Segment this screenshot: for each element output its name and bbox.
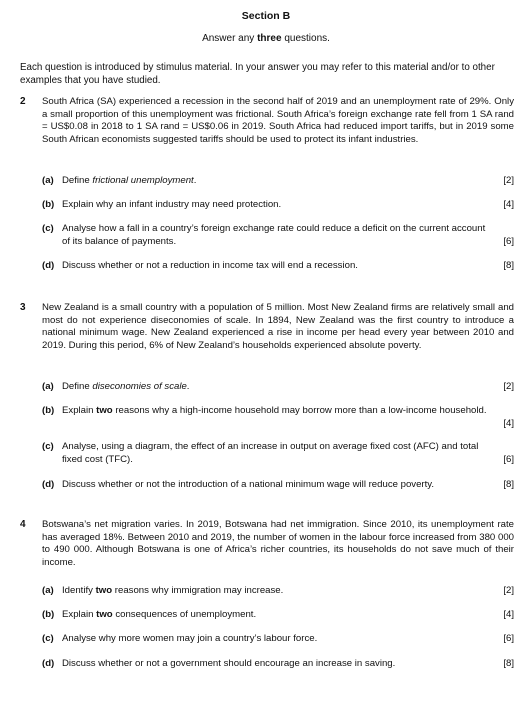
part-text — [62, 405, 492, 418]
part-label: (d) — [42, 260, 55, 271]
part-label: (c) — [42, 223, 54, 234]
part-mark: [4] — [503, 417, 514, 429]
part-text-post: . — [186, 381, 190, 392]
part-label: (c) — [42, 441, 54, 452]
part-text-pre: Define — [62, 381, 93, 392]
part-text-pre: Identify — [62, 585, 96, 596]
part-text-pre: Explain — [62, 609, 97, 620]
part-mark: [4] — [503, 199, 514, 210]
part-2c — [42, 223, 514, 248]
part-mark: [8] — [503, 658, 514, 669]
part-label: (a) — [42, 585, 54, 596]
part-mark: [6] — [503, 235, 514, 247]
part-mark: [8] — [503, 260, 514, 271]
part-label: (b) — [42, 405, 55, 416]
part-text-emphasis: two — [96, 405, 113, 416]
instruction-pre: Answer any — [202, 33, 258, 44]
question-4 — [20, 519, 514, 699]
part-mark: [2] — [503, 175, 514, 186]
question-3 — [20, 302, 514, 497]
stimulus-text: South Africa (SA) experienced a recession in the second half of 2019 and an unemployment rate of 29%. Only a small proportion of this unemployment was frictional. South Africa’s foreign exchange rate fell from 1 SA rand = US$0.08 in 2018 to 1 SA rand = US$0.06 in 2019. South Africa had reduced import tariffs, but in 2019 some South African economists suggested tariffs should be used to protect its infant industries. — [42, 96, 514, 145]
stimulus-text: New Zealand is a small country with a population of 5 million. Most New Zealand firms are relatively small and most do not experience diseconomies of scale. In 1894, New Zealand was the first country to introduce a national minimum wage. New Zealand experienced a rise in income per head every year between 2010 and 2019. During this period, 6% of New Zealand’s households experienced absolute poverty. — [42, 302, 514, 351]
stimulus-text: Botswana’s net migration varies. In 2019, Botswana had net immigration. Since 2010, its unemployment rate has averaged 18%. Between 2010 and 2019, the number of women in the labour force increased from 380 000 to 490 000. Although Botswana is one of Africa’s richer countries, its households do not save much of their income. — [42, 519, 514, 568]
part-text: Analyse how a fall in a country’s foreign exchange rate could reduce a deficit on the current account of its balance of payments. — [62, 223, 486, 247]
section-title: Section B — [241, 10, 291, 22]
part-mark: [6] — [503, 453, 514, 465]
part-text — [62, 609, 492, 622]
part-label: (b) — [42, 199, 55, 210]
question-number: 4 — [20, 519, 26, 530]
part-text-term: frictional unemployment — [92, 175, 194, 186]
part-text-post: reasons why a high-income household may borrow more than a low-income household. — [112, 405, 487, 416]
instruction-emphasis: three — [257, 33, 282, 44]
part-label: (a) — [42, 381, 54, 392]
part-text-post: consequences of unemployment. — [112, 609, 257, 620]
part-text-post: . — [193, 175, 197, 186]
part-label: (d) — [42, 658, 55, 669]
part-label: (d) — [42, 479, 55, 490]
question-number: 3 — [20, 302, 26, 313]
part-3c — [42, 441, 514, 466]
instruction — [0, 33, 532, 44]
part-text: Discuss whether or not a reduction in income tax will end a recession. — [62, 260, 358, 271]
part-3b — [42, 405, 514, 430]
part-text: Analyse why more women may join a country’s labour force. — [62, 633, 318, 644]
part-text-pre: Define — [62, 175, 93, 186]
part-text-emphasis: two — [95, 585, 113, 596]
instruction-post: questions. — [281, 33, 330, 44]
part-mark: [4] — [503, 609, 514, 620]
part-label: (b) — [42, 609, 55, 620]
intro-text: Each question is introduced by stimulus material. In your answer you may refer to this material and/or to other examples that you have studied. — [20, 62, 495, 86]
part-label: (c) — [42, 633, 54, 644]
question-2 — [20, 96, 514, 286]
part-text-pre: Explain — [62, 405, 97, 416]
part-mark: [8] — [503, 479, 514, 490]
part-label: (a) — [42, 175, 54, 186]
part-mark: [2] — [503, 585, 514, 596]
question-number: 2 — [20, 96, 26, 107]
part-text-emphasis: two — [96, 609, 113, 620]
part-text: Discuss whether or not a government should encourage an increase in saving. — [62, 658, 396, 669]
part-text-term: diseconomies of scale — [92, 381, 187, 392]
part-text: Explain why an infant industry may need protection. — [62, 199, 282, 210]
part-mark: [2] — [503, 381, 514, 392]
part-text: Discuss whether or not the introduction of a national minimum wage will reduce poverty. — [62, 479, 435, 490]
part-text — [62, 381, 492, 394]
part-text — [62, 175, 492, 188]
part-text — [62, 585, 492, 598]
part-text-post: reasons why immigration may increase. — [112, 585, 284, 596]
part-mark: [6] — [503, 633, 514, 644]
part-text: Analyse, using a diagram, the effect of an increase in output on average fixed cost (AFC) and total fixed cost (TFC). — [62, 441, 479, 465]
